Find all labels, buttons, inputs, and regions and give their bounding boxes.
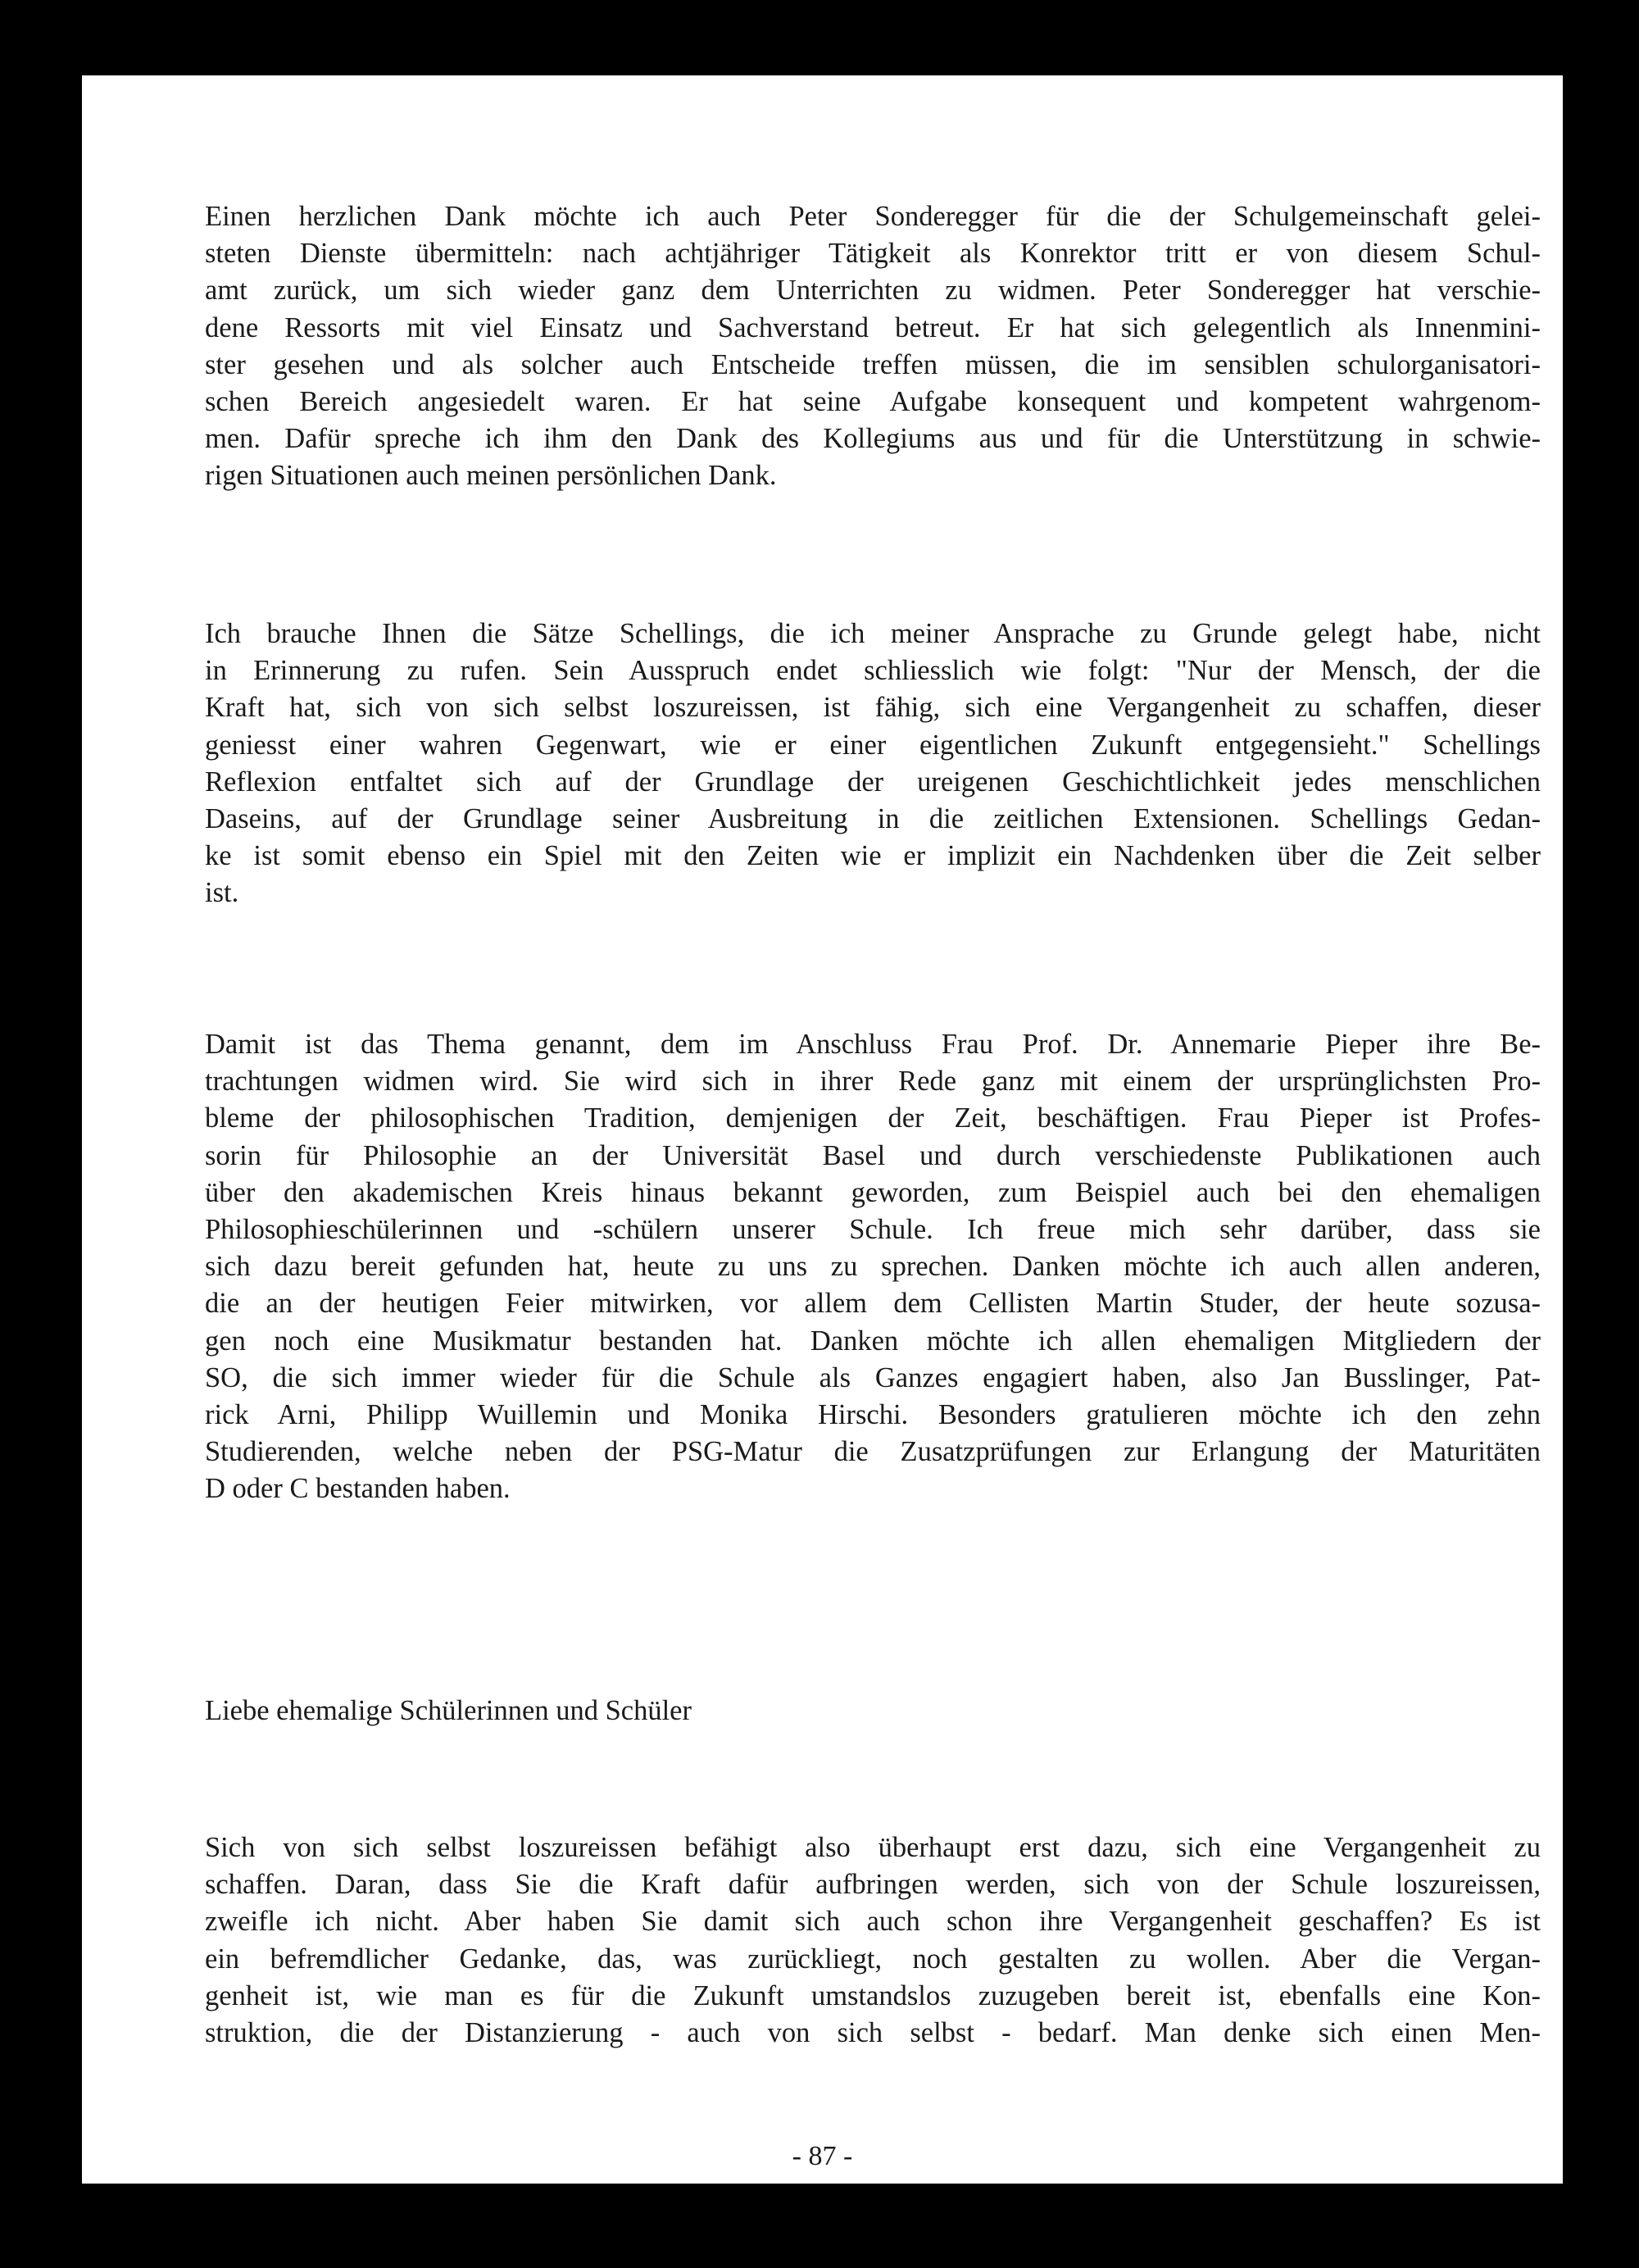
- text-line: Daseins, auf der Grundlage seiner Ausbreitung in die zeitlichen Extensionen. Schellings Gedan-: [205, 803, 1541, 835]
- text-line: genheit ist, wie man es für die Zukunft umstandslos zuzugeben bereit ist, ebenfalls eine Kon-: [205, 1979, 1541, 2011]
- text-line: die an der heutigen Feier mitwirken, vor allem dem Cellisten Martin Studer, der heute sozusa-: [205, 1288, 1541, 1320]
- text-line: Ich brauche Ihnen die Sätze Schellings, die ich meiner Ansprache zu Grunde gelegt habe, nicht: [205, 618, 1541, 649]
- text-line: schen Bereich angesiedelt waren. Er hat seine Aufgabe konsequent und kompetent wahrgenom-: [205, 386, 1541, 418]
- text-line: in Erinnerung zu rufen. Sein Ausspruch endet schliesslich wie folgt: "Nur der Mensch, der die: [205, 655, 1541, 687]
- text-line: über den akademischen Kreis hinaus bekannt geworden, zum Beispiel auch bei den ehemaligen: [205, 1176, 1541, 1208]
- text-line: rigen Situationen auch meinen persönlichen Dank.: [205, 460, 777, 492]
- paragraph-1: [205, 198, 1541, 495]
- text-line: sich dazu bereit gefunden hat, heute zu uns zu sprechen. Danken möchte ich auch allen anderen,: [205, 1251, 1541, 1283]
- text-line: Studierenden, welche neben der PSG-Matur die Zusatzprüfungen zur Erlangung der Maturitäten: [205, 1436, 1541, 1468]
- salutation: Liebe ehemalige Schülerinnen und Schüler: [205, 1695, 692, 1726]
- paragraph-2: [205, 616, 1541, 912]
- text-line: SO, die sich immer wieder für die Schule als Ganzes engagiert haben, also Jan Busslinger, Pat-: [205, 1361, 1541, 1393]
- text-line: Sich von sich selbst loszureissen befähigt also überhaupt erst dazu, sich eine Vergangenheit zu: [205, 1832, 1541, 1863]
- text-line: ke ist somit ebenso ein Spiel mit den Zeiten wie er implizit ein Nachdenken über die Zeit selber: [205, 840, 1541, 872]
- paragraph-3: [205, 1026, 1541, 1508]
- text-line: Philosophieschülerinnen und -schülern unserer Schule. Ich freue mich sehr darüber, dass sie: [205, 1214, 1541, 1246]
- text-line: schaffen. Daran, dass Sie die Kraft dafür aufbringen werden, sich von der Schule loszureissen,: [205, 1869, 1541, 1901]
- paragraph-4: [205, 1829, 1541, 2052]
- page-number: - 87 -: [792, 2141, 853, 2171]
- text-line: struktion, die der Distanzierung - auch von sich selbst - bedarf. Man denke sich einen Men-: [205, 2017, 1541, 2049]
- document-page: [82, 75, 1563, 2184]
- text-line: ster gesehen und als solcher auch Entscheide treffen müssen, die im sensiblen schulorganisatori-: [205, 348, 1541, 380]
- text-line: amt zurück, um sich wieder ganz dem Unterrichten zu widmen. Peter Sonderegger hat verschie-: [205, 275, 1541, 307]
- text-line: gen noch eine Musikmatur bestanden hat. Danken möchte ich allen ehemaligen Mitgliedern der: [205, 1325, 1541, 1357]
- text-line: bleme der philosophischen Tradition, demjenigen der Zeit, beschäftigen. Frau Pieper ist Profes-: [205, 1102, 1541, 1134]
- text-line: zweifle ich nicht. Aber haben Sie damit sich auch schon ihre Vergangenheit geschaffen? Es ist: [205, 1906, 1541, 1938]
- text-line: ist.: [205, 877, 239, 909]
- text-line: Damit ist das Thema genannt, dem im Anschluss Frau Prof. Dr. Annemarie Pieper ihre Be-: [205, 1029, 1541, 1060]
- text-line: men. Dafür spreche ich ihm den Dank des Kollegiums aus und für die Unterstützung in schwie-: [205, 423, 1541, 455]
- text-line: rick Arni, Philipp Wuillemin und Monika Hirschi. Besonders gratulieren möchte ich den zehn: [205, 1399, 1541, 1431]
- text-line: steten Dienste übermitteln: nach achtjähriger Tätigkeit als Konrektor tritt er von diesem Schul-: [205, 238, 1541, 270]
- text-line: sorin für Philosophie an der Universität Basel und durch verschiedenste Publikationen auch: [205, 1139, 1541, 1171]
- text-line: dene Ressorts mit viel Einsatz und Sachverstand betreut. Er hat sich gelegentlich als Innenmini-: [205, 311, 1541, 343]
- text-line: Reflexion entfaltet sich auf der Grundlage der ureigenen Geschichtlichkeit jedes menschlichen: [205, 766, 1541, 798]
- text-line: ein befremdlicher Gedanke, das, was zurückliegt, noch gestalten zu wollen. Aber die Vergan-: [205, 1943, 1541, 1975]
- text-line: Einen herzlichen Dank möchte ich auch Peter Sonderegger für die der Schulgemeinschaft gelei-: [205, 201, 1541, 232]
- text-line: Kraft hat, sich von sich selbst loszureissen, ist fähig, sich eine Vergangenheit zu schaffen, dieser: [205, 692, 1541, 724]
- text-line: D oder C bestanden haben.: [205, 1473, 511, 1505]
- text-line: geniesst einer wahren Gegenwart, wie er einer eigentlichen Zukunft entgegensieht." Schellings: [205, 729, 1541, 761]
- text-line: trachtungen widmen wird. Sie wird sich in ihrer Rede ganz mit einem der ursprünglichsten Pro-: [205, 1066, 1541, 1098]
